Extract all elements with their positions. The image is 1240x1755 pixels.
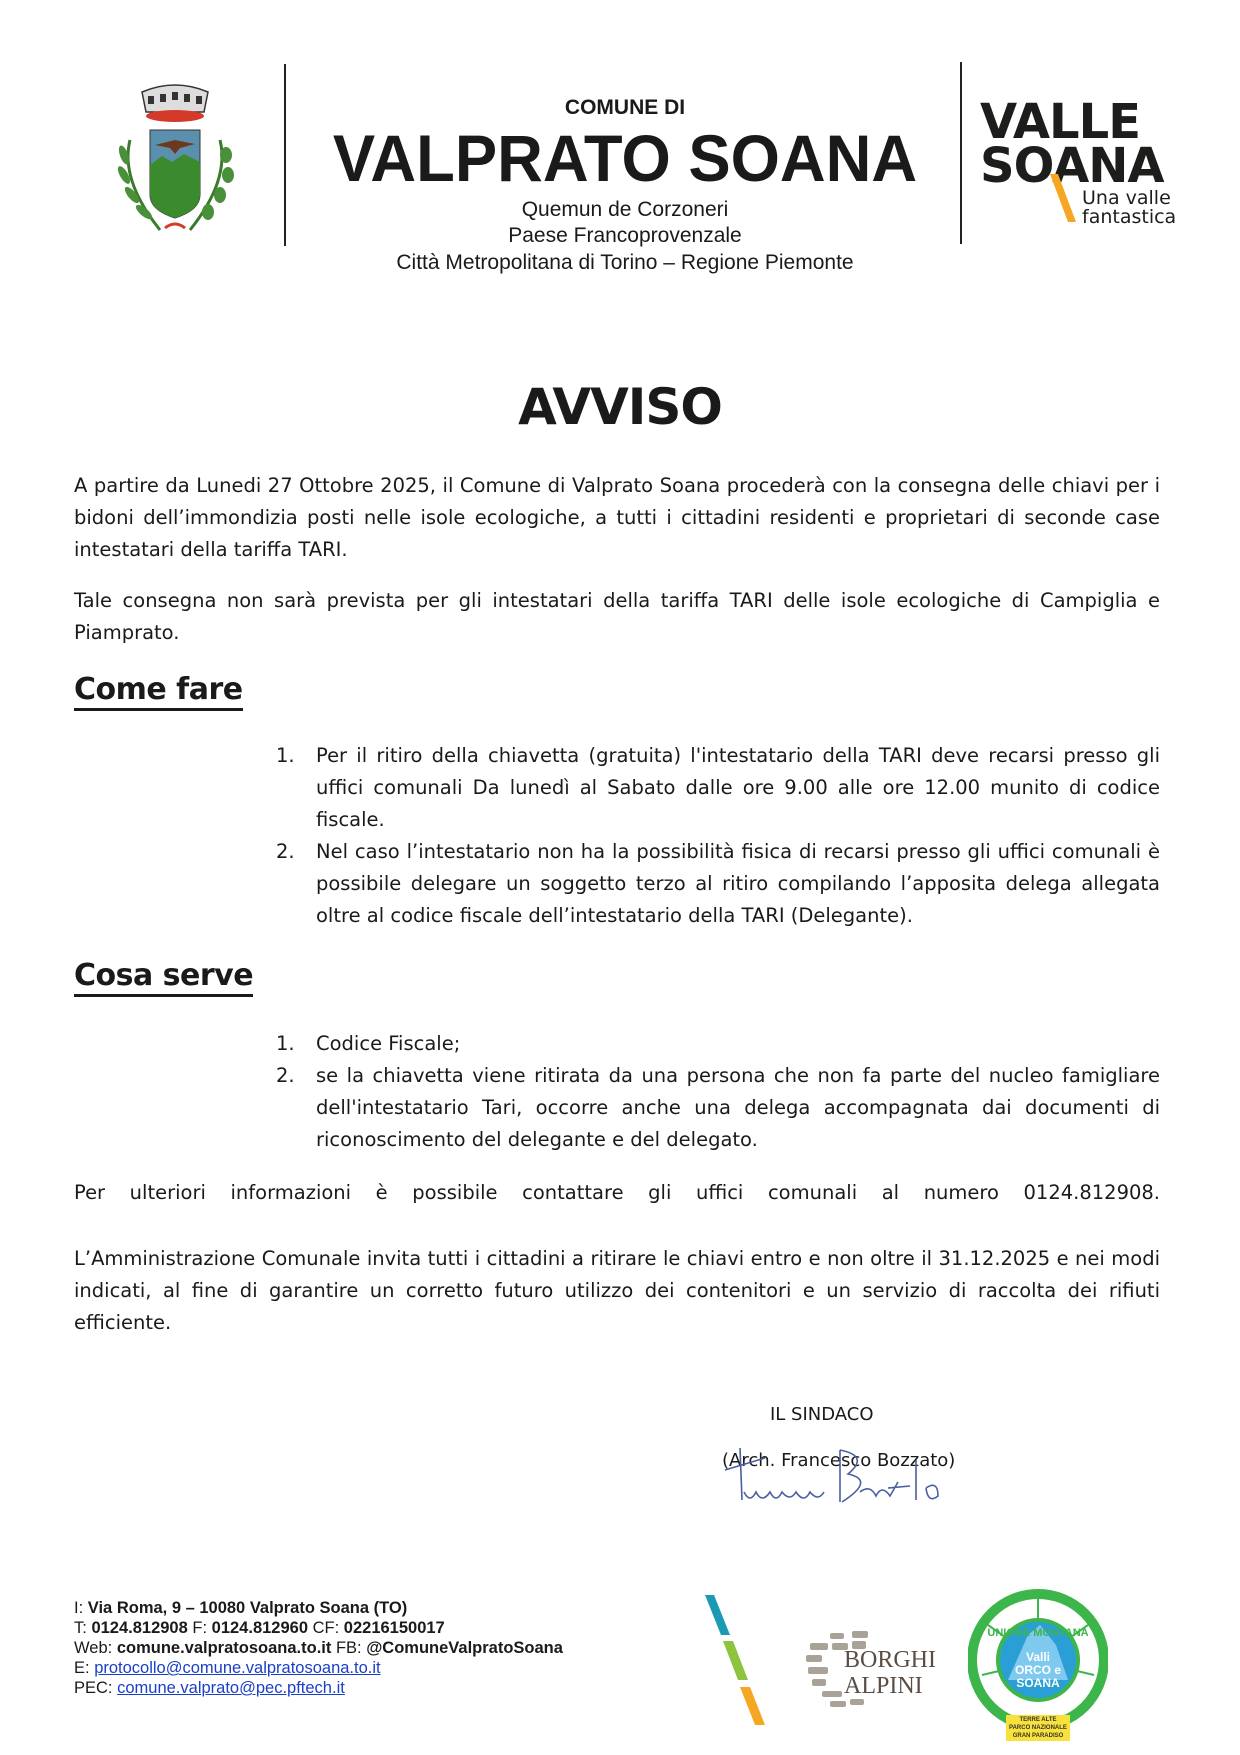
web-label: Web:	[74, 1639, 113, 1657]
list-number: 2.	[276, 1064, 295, 1087]
list-item	[270, 1060, 1160, 1156]
address-value: Via Roma, 9 – 10080 Valprato Soana (TO)	[87, 1599, 408, 1617]
list-number: 1.	[276, 1032, 295, 1055]
footer-phone-line	[74, 1618, 563, 1638]
tel-label: T:	[74, 1619, 87, 1637]
header-divider-left	[284, 64, 286, 246]
section-heading-come-fare: Come fare	[74, 673, 243, 711]
town-name: VALPRATO SOANA	[332, 121, 918, 195]
cf-label: CF:	[312, 1619, 340, 1637]
fb-value: @ComuneValpratoSoana	[366, 1639, 563, 1657]
pec-link[interactable]: comune.valprato@pec.pftech.it	[117, 1679, 345, 1697]
intro-paragraph: A partire da Lunedi 27 Ottobre 2025, il Comune di Valprato Soana procederà con la consegna delle chiavi per i bidoni dell’immondizia posti nelle isole ecologiche, a tutti i cittadini residenti e proprietari di seconde case intestatari della tariffa TARI.	[74, 474, 1160, 561]
notice-title: AVVISO	[518, 378, 722, 436]
signature-name: (Arch. Francesco Bozzato)	[722, 1450, 956, 1471]
valle-soana-logo-line2: SOANA	[980, 138, 1164, 194]
subtitle-dialect-name: Quemun de Corzoneri	[521, 198, 729, 221]
list-item-text: se la chiavetta viene ritirata da una persona che non fa parte del nucleo famigliare dell'intestatario Tari, occorre anche una delega accompagnata dai documenti di riconoscimento del delegante e del delegato.	[316, 1064, 1160, 1151]
list-number: 1.	[276, 744, 295, 767]
cosa-serve-list	[270, 1028, 1160, 1156]
valle-soana-logo-line1: VALLE	[980, 94, 1140, 150]
subtitle-region: Città Metropolitana di Torino – Regione Piemonte	[396, 251, 854, 274]
footer-email-line	[74, 1658, 563, 1678]
cf-value: 02216150017	[343, 1619, 445, 1637]
signature-role: IL SINDACO	[770, 1404, 874, 1425]
unione-soana-text: SOANA	[1016, 1676, 1060, 1690]
comune-di-label: COMUNE DI	[564, 96, 686, 119]
unione-montana-logo	[968, 1585, 1108, 1745]
list-item	[270, 836, 1160, 932]
email-label: E:	[74, 1659, 90, 1677]
subtitle-language: Paese Francoprovenzale	[508, 224, 742, 247]
municipal-coat-of-arms	[100, 70, 250, 250]
unione-valli-text: Valli	[1025, 1650, 1051, 1664]
tel-value: 0124.812908	[91, 1619, 188, 1637]
pec-label: PEC:	[74, 1679, 113, 1697]
footer-pec-line	[74, 1678, 563, 1698]
alpini-text: ALPINI	[844, 1673, 923, 1699]
header-divider-right	[960, 62, 962, 244]
unione-montana-text: UNIONE MONTANA	[987, 1627, 1089, 1639]
coat-of-arms-icon	[100, 70, 250, 250]
address-label: I:	[74, 1599, 84, 1617]
web-value: comune.valpratosoana.to.it	[116, 1639, 332, 1657]
section-heading-cosa-serve: Cosa serve	[74, 959, 253, 997]
valle-soana-tagline-1: Una valle	[1082, 187, 1171, 209]
terre-alte-text: TERRE ALTE	[1019, 1717, 1057, 1723]
email-link[interactable]: protocollo@comune.valpratosoana.to.it	[94, 1659, 381, 1677]
list-number: 2.	[276, 840, 295, 863]
contact-info-paragraph: Per ulteriori informazioni è possibile contattare gli uffici comunali al numero 0124.812908.	[74, 1181, 1160, 1204]
fax-label: F:	[192, 1619, 208, 1637]
list-item-text: Codice Fiscale;	[316, 1032, 461, 1055]
list-item-text: Nel caso l’intestatario non ha la possibilità fisica di recarsi presso gli uffici comunali è possibile delegare un soggetto terzo al ritiro compilando l’apposita delega allegata oltre al codice fiscale dell’intestatario della TARI (Delegante).	[316, 840, 1160, 927]
valle-soana-tagline-2: fantastica	[1082, 206, 1177, 228]
fb-label: FB:	[335, 1639, 362, 1657]
come-fare-list	[270, 740, 1160, 932]
list-item	[270, 740, 1160, 836]
orange-stripe-icon	[1050, 174, 1080, 230]
footer-contact-block	[74, 1598, 563, 1698]
borghi-text: BORGHI	[844, 1647, 937, 1673]
footer-address-line	[74, 1598, 563, 1618]
gran-paradiso-text: GRAN PARADISO	[1012, 1733, 1064, 1739]
valle-soana-logo	[980, 94, 1220, 230]
handwritten-signature-icon	[720, 1440, 960, 1520]
exclusion-paragraph: Tale consegna non sarà prevista per gli intestatari della tariffa TARI delle isole ecologiche di Campiglia e Piamprato.	[74, 589, 1160, 644]
valle-soana-stripes-icon	[705, 1595, 765, 1725]
footer-web-line	[74, 1638, 563, 1658]
unione-orco-text: ORCO e	[1014, 1663, 1061, 1677]
parco-nazionale-text: PARCO NAZIONALE	[1009, 1725, 1067, 1731]
deadline-paragraph: L’Amministrazione Comunale invita tutti i cittadini a ritirare le chiavi entro e non oltre il 31.12.2025 e nei modi indicati, al fine di garantire un corretto futuro utilizzo dei contenitori e un servizio di raccolta dei rifiuti efficiente.	[74, 1247, 1160, 1334]
fax-value: 0124.812960	[211, 1619, 309, 1637]
list-item-text: Per il ritiro della chiavetta (gratuita) l'intestatario della TARI deve recarsi presso gli uffici comunali Da lunedì al Sabato dalle ore 9.00 alle ore 12.00 munito di codice fiscale.	[316, 744, 1160, 831]
borghi-alpini-logo	[800, 1625, 940, 1715]
list-item	[270, 1028, 1160, 1060]
